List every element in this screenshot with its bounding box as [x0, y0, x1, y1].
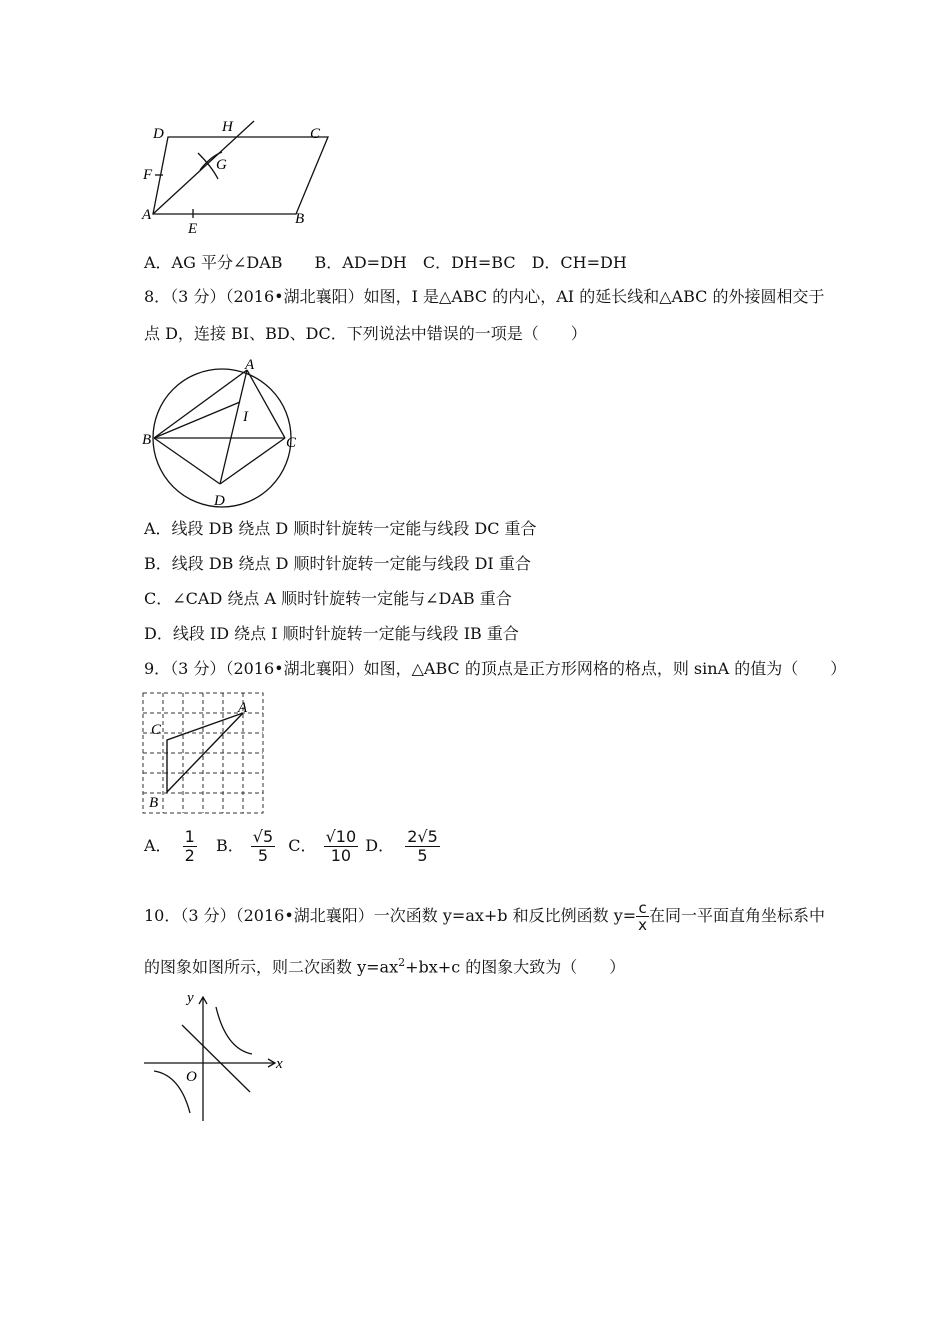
denominator: 10 [330, 846, 352, 865]
hyperbola-branch-2 [154, 1071, 190, 1113]
parallelogram-figure [140, 115, 340, 240]
q9-option-c-fraction [324, 828, 359, 865]
label-f: F [143, 167, 153, 183]
q8-option-c: C．∠CAD 绕点 A 顺时针旋转一定能与∠DAB 重合 [144, 589, 512, 608]
circle-figure [140, 355, 310, 510]
q10-line1-pre: 10．（3 分）（2016•湖北襄阳）一次函数 y=ax+b 和反比例函数 y= [144, 906, 637, 925]
label-o: O [186, 1069, 197, 1085]
q7-options: A．AG 平分∠DAB B．AD=DH C．DH=BC D．CH=DH [144, 253, 627, 272]
label-c: C [151, 722, 162, 738]
q9-option-a-fraction [183, 828, 197, 865]
label-c: C [286, 435, 297, 451]
denominator: x [638, 916, 648, 934]
q9-option-c-label: C． [288, 836, 317, 855]
numerator: √5 [252, 827, 274, 846]
function-graph-figure [140, 985, 290, 1127]
label-d: D [153, 126, 164, 142]
grid-figure [140, 690, 268, 816]
q9-option-b-label: B． [215, 836, 244, 855]
exponent: 2 [398, 956, 406, 969]
numerator: 2√5 [407, 827, 438, 846]
q10-line2-pre: 的图象如图所示，则二次函数 y=ax [144, 957, 399, 977]
q10-fraction-c-over-x [636, 900, 649, 933]
q10-line1-post: 在同一平面直角坐标系中 [649, 906, 826, 925]
q8-text-line1: 8．（3 分）（2016•湖北襄阳）如图，I 是△ABC 的内心，AI 的延长线和△ABC 的外接圆相交于 [144, 287, 825, 306]
q9-option-d-fraction [405, 828, 440, 865]
seg-bd [154, 438, 220, 484]
denominator: 2 [184, 846, 195, 865]
q8-option-a: A．线段 DB 绕点 D 顺时针旋转一定能与线段 DC 重合 [144, 519, 537, 538]
label-g: G [216, 157, 227, 173]
label-h: H [222, 119, 233, 135]
hyperbola-branch-1 [216, 1007, 252, 1054]
q10-text-line1 [144, 900, 825, 933]
label-b: B [142, 432, 152, 448]
label-b: B [149, 795, 159, 811]
line-ah [153, 121, 254, 214]
label-c: C [310, 126, 321, 142]
numerator: √10 [325, 827, 357, 846]
parallelogram-abcd [153, 137, 328, 214]
label-b: B [295, 211, 305, 227]
label-a: A [142, 207, 152, 223]
label-d: D [214, 493, 225, 509]
label-i: I [243, 409, 248, 425]
label-a: A [238, 700, 248, 716]
label-a: A [245, 357, 255, 373]
seg-bi [154, 402, 240, 438]
numerator: c [636, 900, 649, 917]
q9-option-a-label: A． [144, 836, 172, 855]
q9-option-b-fraction [251, 828, 275, 865]
q9-options [144, 828, 440, 865]
label-y: y [187, 990, 194, 1006]
q8-option-d: D．线段 ID 绕点 I 顺时针旋转一定能与线段 IB 重合 [144, 624, 519, 643]
q8-text-line2: 点 D，连接 BI、BD、DC．下列说法中错误的一项是（ ） [144, 324, 587, 343]
label-x: x [276, 1056, 283, 1072]
denominator: 5 [417, 846, 428, 865]
q9-option-d-label: D． [365, 836, 395, 855]
numerator: 1 [184, 827, 195, 846]
q9-text-line1: 9．（3 分）（2016•湖北襄阳）如图，△ABC 的顶点是正方形网格的格点，则 sinA 的值为（ ） [144, 659, 847, 678]
label-e: E [188, 221, 198, 237]
denominator: 5 [257, 846, 269, 865]
q10-line2-post: +bx+c 的图象大致为（ ） [405, 957, 626, 977]
q8-option-b: B．线段 DB 绕点 D 顺时针旋转一定能与线段 DI 重合 [144, 554, 531, 573]
seg-ac [247, 370, 285, 438]
q10-text-line2 [144, 953, 625, 977]
